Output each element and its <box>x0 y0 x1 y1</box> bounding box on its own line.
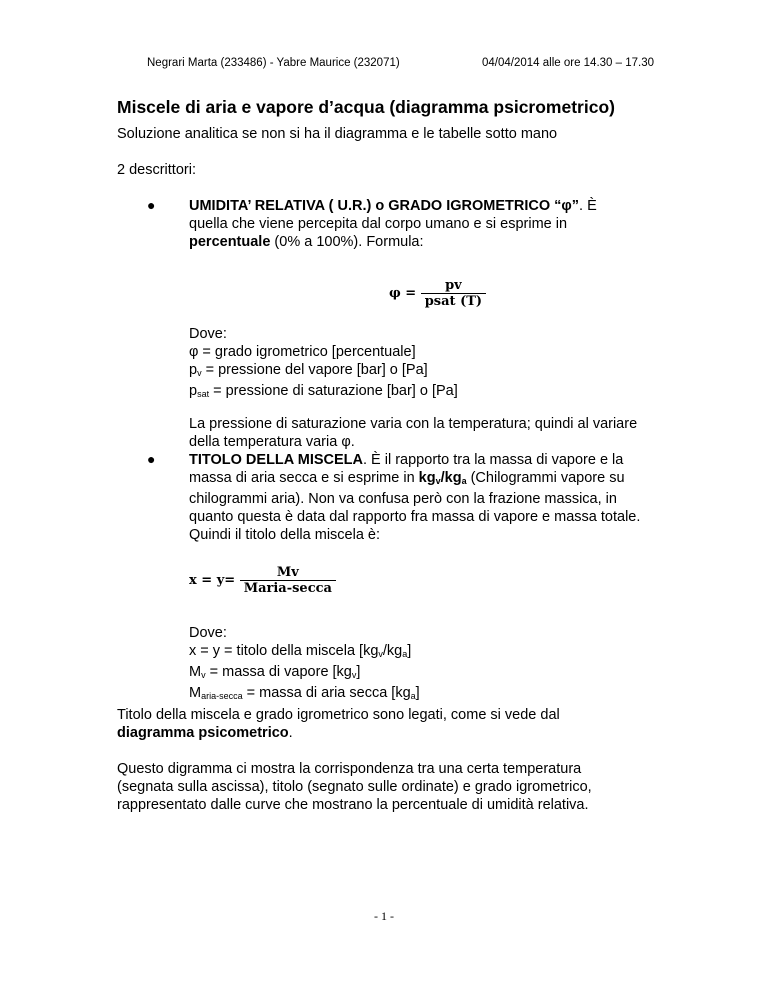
intro-text: Soluzione analitica se non si ha il diagramma e le tabelle sotto mano <box>117 126 558 142</box>
def-pv <box>189 361 458 382</box>
formula-phi-fraction <box>421 278 486 309</box>
formula-phi-lhs: φ = <box>389 286 417 301</box>
def-psat-text: = pressione di saturazione [bar] o [Pa] <box>209 383 458 399</box>
formula-titolo-lhs: x = y= <box>189 573 236 588</box>
bullet-2-line2a: massa di aria secca e si esprime in <box>189 470 419 486</box>
def-maria-subscript: aria-secca <box>201 691 243 701</box>
def-mv-text: = massa di vapore [kg <box>205 664 352 680</box>
bullet-2-line5: Quindi il titolo della miscela è: <box>189 527 381 543</box>
bullet-1-line2: quella che viene percepita dal corpo umano e si esprime in <box>189 216 568 232</box>
para1-diagramma-bold: diagramma psicometrico <box>117 725 289 741</box>
def-pv-symbol: p <box>189 362 198 378</box>
def-mv <box>189 663 420 684</box>
unit-kg-2: /kg <box>440 470 462 486</box>
unit-sub-a: a <box>461 476 467 486</box>
def-titolo-slash: /kg <box>382 643 403 659</box>
formula-phi <box>389 278 486 309</box>
bullet-1-line3-rest: (0% a 100%). Formula: <box>270 234 424 250</box>
bullet-2-line2c: (Chilogrammi vapore su <box>466 470 625 486</box>
para2-line3: rappresentato dalle curve che mostrano la percentuale di umidità relativa. <box>117 797 589 813</box>
def-maria <box>189 684 420 705</box>
bullet-2-line1-rest: . È il rapporto tra la massa di vapore e la <box>363 452 624 468</box>
bullet-1-text <box>189 197 669 251</box>
paragraph-legame <box>117 706 560 742</box>
paragraph-diagramma <box>117 760 592 814</box>
dove-label-2: Dove: <box>189 625 227 641</box>
def-phi: φ = grado igrometrico [percentuale] <box>189 344 416 360</box>
bullet-2-heading: TITOLO DELLA MISCELA <box>189 452 363 468</box>
page-number: - 1 - <box>374 909 394 923</box>
para2-line1: Questo digramma ci mostra la corrispondenza tra una certa temperatura <box>117 761 582 777</box>
unit-sub-v: v <box>435 476 441 486</box>
bullet-1-line1-rest: . È <box>579 198 597 214</box>
def-titolo <box>189 642 420 663</box>
bullet-2-line3: chilogrammi aria). Non va confusa però con la frazione massica, in <box>189 491 617 507</box>
bullet-2-text <box>189 451 669 544</box>
def-maria-text: = massa di aria secca [kg <box>242 685 411 701</box>
def-mv-symbol: M <box>189 664 202 680</box>
formula-titolo-fraction <box>240 565 336 596</box>
def-mv-unit-sub: v <box>351 670 357 680</box>
def-maria-symbol: M <box>189 685 202 701</box>
formula-titolo <box>189 565 336 596</box>
page-title: Miscele di aria e vapore d’acqua (diagramma psicrometrico) <box>117 97 615 117</box>
header-date: 04/04/2014 alle ore 14.30 – 17.30 <box>482 57 655 69</box>
def-titolo-text: x = y = titolo della miscela [kg <box>189 643 379 659</box>
def-mv-subscript: v <box>201 670 206 680</box>
unit-kg-1: kg <box>418 470 436 486</box>
def-titolo-sub-v: v <box>378 649 383 659</box>
def-maria-unit-sub: a <box>410 691 416 701</box>
def-pv-text: = pressione del vapore [bar] o [Pa] <box>201 362 428 378</box>
def-maria-close: ] <box>415 685 420 701</box>
bullet-marker-1: ● <box>147 197 156 213</box>
def-mv-close: ] <box>356 664 361 680</box>
header-authors: Negrari Marta (233486) - Yabre Maurice (232071) <box>147 57 400 69</box>
dove-label-1: Dove: <box>189 326 227 342</box>
note-line-1: La pressione di saturazione varia con la temperatura; quindi al variare <box>189 416 638 432</box>
bullet-2-line4: quanto questa è data dal rapporto fra massa di vapore e massa totale. <box>189 509 641 525</box>
para2-line2: (segnata sulla ascissa), titolo (segnato sulle ordinate) e grado igrometrico, <box>117 779 592 795</box>
para1-line1: Titolo della miscela e grado igrometrico sono legati, come si vede dal <box>117 707 560 723</box>
bullet-1-percentuale: percentuale <box>189 234 271 250</box>
def-psat <box>189 382 458 403</box>
bullet-marker-2: ● <box>147 451 156 467</box>
formula-phi-denominator: psat (T) <box>424 294 483 309</box>
formula-phi-numerator: pv <box>421 278 486 294</box>
descrittori-label: 2 descrittori: <box>117 162 196 178</box>
def-pv-subscript: v <box>197 368 202 378</box>
def-titolo-sub-a: a <box>402 649 408 659</box>
formula-titolo-denominator: Maria-secca <box>243 581 332 596</box>
formula-titolo-numerator: Mv <box>240 565 336 581</box>
note-line-2: della temperatura varia φ. <box>189 434 355 450</box>
def-titolo-close: ] <box>407 643 412 659</box>
def-psat-subscript: sat <box>197 389 210 399</box>
para1-line2-rest: . <box>288 725 293 741</box>
def-psat-symbol: p <box>189 383 198 399</box>
definitions-2 <box>189 624 420 705</box>
saturation-note <box>189 415 637 451</box>
definitions-1 <box>189 325 458 403</box>
bullet-1-heading: UMIDITA’ RELATIVA ( U.R.) o GRADO IGROMETRICO “φ” <box>189 198 580 214</box>
